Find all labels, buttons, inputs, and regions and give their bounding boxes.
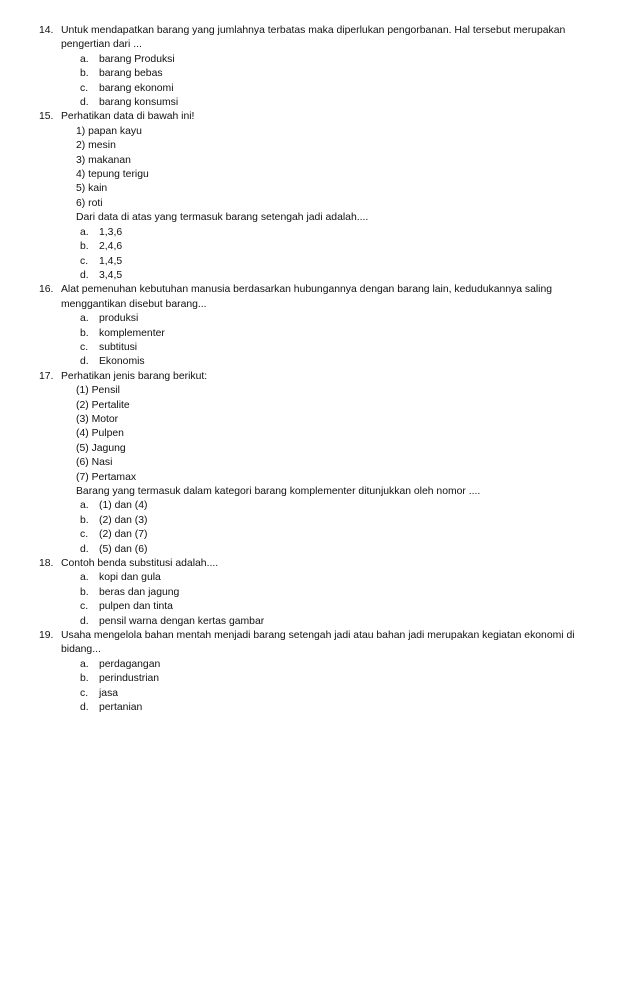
question-stem xyxy=(0,629,638,658)
data-list-item: (4) Pulpen xyxy=(76,428,124,440)
data-list-item: (5) Jagung xyxy=(76,442,126,454)
data-list-item: 6) roti xyxy=(76,197,103,209)
option-letter: c. xyxy=(80,255,89,267)
data-list-item: 1) papan kayu xyxy=(76,125,142,137)
answer-option xyxy=(0,499,638,513)
option-letter: c. xyxy=(80,82,89,94)
option-letter: b. xyxy=(80,327,89,339)
option-text: pertanian xyxy=(99,702,143,714)
option-letter: c. xyxy=(80,341,89,353)
question-block xyxy=(0,370,638,557)
option-text: barang ekonomi xyxy=(99,82,174,94)
option-letter: b. xyxy=(80,514,89,526)
question-block xyxy=(0,110,638,283)
option-text: 3,4,5 xyxy=(99,269,123,281)
answer-option xyxy=(0,571,638,585)
option-letter: d. xyxy=(80,269,89,281)
question-number: 17. xyxy=(39,370,54,382)
option-letter: b. xyxy=(80,673,89,685)
option-text: perindustrian xyxy=(99,673,160,685)
option-letter: a. xyxy=(80,226,89,238)
answer-option xyxy=(0,514,638,528)
question-block xyxy=(0,24,638,110)
answer-option xyxy=(0,687,638,701)
question-number: 18. xyxy=(39,558,54,570)
answer-option xyxy=(0,543,638,557)
option-text: 1,3,6 xyxy=(99,226,123,238)
option-letter: d. xyxy=(80,702,89,714)
question-block xyxy=(0,557,638,629)
option-text: 2,4,6 xyxy=(99,241,123,253)
question-stem xyxy=(0,110,638,124)
option-text: (1) dan (4) xyxy=(99,500,148,512)
option-text: 1,4,5 xyxy=(99,255,123,267)
answer-option xyxy=(0,240,638,254)
data-list-item: (3) Motor xyxy=(76,413,119,425)
answer-option xyxy=(0,67,638,81)
answer-option xyxy=(0,96,638,110)
option-letter: a. xyxy=(80,572,89,584)
answer-option xyxy=(0,528,638,542)
option-letter: b. xyxy=(80,586,89,598)
answer-option xyxy=(0,53,638,67)
answer-option xyxy=(0,672,638,686)
question-text: Alat pemenuhan kebutuhan manusia berdasarkan hubungannya dengan barang lain, kedudukannya saling menggantikan disebut barang... xyxy=(61,284,553,310)
question-text: Perhatikan data di bawah ini! xyxy=(61,111,195,123)
option-text: barang bebas xyxy=(99,68,163,80)
option-text: barang Produksi xyxy=(99,53,175,65)
data-list-item: (1) Pensil xyxy=(76,385,120,397)
data-list-item: 3) makanan xyxy=(76,154,131,166)
option-letter: c. xyxy=(80,529,89,541)
option-letter: d. xyxy=(80,97,89,109)
answer-option xyxy=(0,226,638,240)
question-stem xyxy=(0,24,638,53)
option-text: jasa xyxy=(99,687,119,699)
option-text: Ekonomis xyxy=(99,356,145,368)
question-number: 19. xyxy=(39,630,54,642)
option-text: perdagangan xyxy=(99,658,161,670)
option-letter: a. xyxy=(80,53,89,65)
question-text: Usaha mengelola bahan mentah menjadi barang setengah jadi atau bahan jadi merupakan kegiatan ekonomi di bidang... xyxy=(61,630,575,656)
answer-option xyxy=(0,312,638,326)
option-text: beras dan jagung xyxy=(99,586,180,598)
data-list-item: (7) Pertamax xyxy=(76,471,137,483)
option-text: produksi xyxy=(99,313,139,325)
question-prompt: Dari data di atas yang termasuk barang setengah jadi adalah.... xyxy=(76,212,369,224)
option-text: (5) dan (6) xyxy=(99,543,148,555)
option-text: barang konsumsi xyxy=(99,97,179,109)
option-text: (2) dan (7) xyxy=(99,529,148,541)
answer-option xyxy=(0,600,638,614)
option-letter: d. xyxy=(80,356,89,368)
option-letter: c. xyxy=(80,601,89,613)
option-text: subtitusi xyxy=(99,341,138,353)
option-letter: a. xyxy=(80,500,89,512)
answer-option xyxy=(0,327,638,341)
option-letter: a. xyxy=(80,313,89,325)
answer-option xyxy=(0,255,638,269)
question-number: 15. xyxy=(39,111,54,123)
question-number: 14. xyxy=(39,25,54,36)
option-text: kopi dan gula xyxy=(99,572,161,584)
option-letter: d. xyxy=(80,615,89,627)
option-text: komplementer xyxy=(99,327,165,339)
question-stem xyxy=(0,283,638,312)
answer-option xyxy=(0,615,638,629)
data-list-item: (6) Nasi xyxy=(76,457,113,469)
answer-option xyxy=(0,82,638,96)
question-text: Untuk mendapatkan barang yang jumlahnya terbatas maka diperlukan pengorbanan. Hal tersebut merupakan pengertian dari ... xyxy=(61,25,566,51)
option-text: pensil warna dengan kertas gambar xyxy=(99,615,265,627)
answer-option xyxy=(0,658,638,672)
question-stem xyxy=(0,370,638,384)
data-list-item: 5) kain xyxy=(76,183,108,195)
option-text: (2) dan (3) xyxy=(99,514,148,526)
data-list-item: (2) Pertalite xyxy=(76,399,130,411)
option-letter: b. xyxy=(80,68,89,80)
question-text: Perhatikan jenis barang berikut: xyxy=(61,370,208,382)
answer-option xyxy=(0,269,638,283)
data-list-item: 4) tepung terigu xyxy=(76,169,149,181)
answer-option xyxy=(0,341,638,355)
option-letter: d. xyxy=(80,543,89,555)
option-letter: b. xyxy=(80,241,89,253)
question-block xyxy=(0,629,638,715)
answer-option xyxy=(0,701,638,715)
answer-option xyxy=(0,355,638,369)
question-text: Contoh benda substitusi adalah.... xyxy=(61,558,219,570)
option-letter: c. xyxy=(80,687,89,699)
option-text: pulpen dan tinta xyxy=(99,601,173,613)
question-number: 16. xyxy=(39,284,54,296)
question-block xyxy=(0,283,638,369)
option-letter: a. xyxy=(80,658,89,670)
answer-option xyxy=(0,586,638,600)
data-list-item: 2) mesin xyxy=(76,140,116,152)
question-stem xyxy=(0,557,638,571)
question-prompt: Barang yang termasuk dalam kategori barang komplementer ditunjukkan oleh nomor .... xyxy=(76,486,481,497)
